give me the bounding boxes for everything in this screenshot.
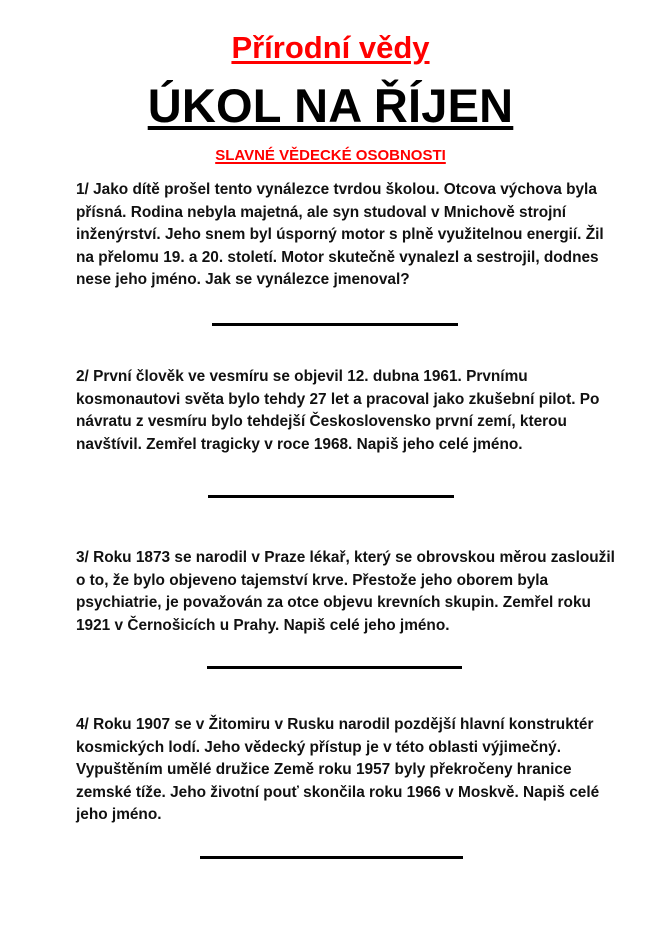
section-title: SLAVNÉ VĚDECKÉ OSOBNOSTI <box>215 147 446 164</box>
task-title: ÚKOL NA ŘÍJEN <box>147 79 514 132</box>
question-2: 2/ První člověk ve vesmíru se objevil 12. dubna 1961. Prvnímu kosmonautovi světa bylo tehdy 27 let a pracoval jako zkušební pilot. Po návratu z vesmíru bylo tehdejší Československo první zemí, kterou navštívil. Zemřel tragicky v roce 1968. Napiš jeho celé jméno. <box>76 368 600 453</box>
answer-line-1[interactable] <box>212 323 458 326</box>
answer-line-4[interactable] <box>200 856 463 859</box>
question-3: 3/ Roku 1873 se narodil v Praze lékař, který se obrovskou měrou zasloužil o to, že bylo objeveno tajemství krve. Přestože jeho oborem byla psychiatrie, je považován za otce objevu krevních skupin. Zemřel roku 1921 v Černošicích u Prahy. Napiš celé jeho jméno. <box>76 549 615 634</box>
question-4: 4/ Roku 1907 se v Žitomiru v Rusku narodil pozdější hlavní konstruktér kosmických lodí. Jeho vědecký přístup je v této oblasti výjimečný. Vypuštěním umělé družice Země roku 1957 byly překročeny hranice zemské tíže. Jeho životní pouť skončila roku 1966 v Moskvě. Napiš celé jeho jméno. <box>76 716 600 824</box>
subject-title: Přírodní vědy <box>231 30 430 65</box>
question-1: 1/ Jako dítě prošel tento vynálezce tvrdou školou. Otcova výchova byla přísná. Rodina nebyla majetná, ale syn studoval v Mnichově strojní inženýrství. Jeho snem byl úsporný motor s plně využitelnou energií. Žil na přelomu 19. a 20. století. Motor skutečně vynalezl a sestrojil, dodnes nese jeho jméno. Jak se vynálezce jmenoval? <box>76 181 604 289</box>
answer-line-2[interactable] <box>208 495 454 498</box>
answer-line-3[interactable] <box>207 666 462 669</box>
